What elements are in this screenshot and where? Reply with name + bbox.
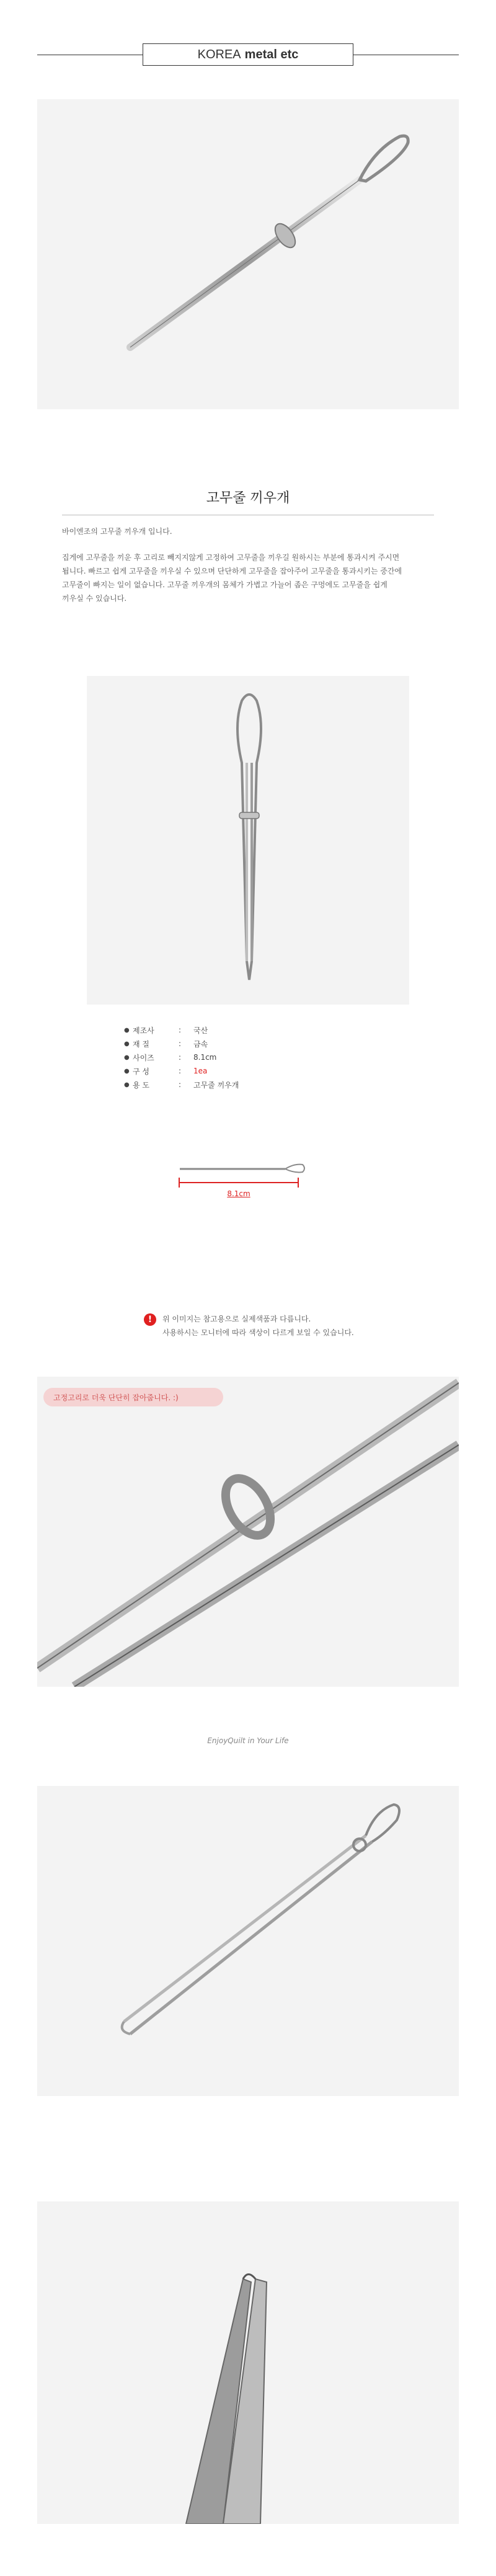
size-cap-right bbox=[298, 1178, 299, 1188]
brand-light-text: KOREA bbox=[197, 47, 241, 61]
spec-value: 국산 bbox=[193, 1026, 208, 1035]
spec-row bbox=[124, 1023, 372, 1037]
bullet-icon: ● bbox=[124, 1040, 130, 1047]
spec-value: 8.1cm bbox=[193, 1053, 217, 1062]
product-description bbox=[62, 551, 434, 605]
warning-icon: ! bbox=[144, 1313, 156, 1326]
spec-value: 금속 bbox=[193, 1039, 208, 1049]
bodkin-vertical-image bbox=[87, 676, 409, 1005]
brand-header bbox=[143, 43, 353, 66]
bullet-icon: ● bbox=[124, 1026, 130, 1034]
spec-colon: : bbox=[179, 1080, 182, 1089]
spec-value: 고무줄 끼우개 bbox=[193, 1080, 239, 1090]
spec-key: 용 도 bbox=[133, 1080, 149, 1090]
spec-colon: : bbox=[179, 1026, 182, 1034]
product-intro: 바이엔조의 고무줄 끼우개 입니다. bbox=[62, 527, 172, 536]
bullet-icon: ● bbox=[124, 1067, 130, 1075]
spec-row bbox=[124, 1037, 372, 1050]
product-photo-tip bbox=[37, 2201, 459, 2524]
bodkin-tip-closeup-image bbox=[37, 2201, 459, 2524]
notice-line: 사용하시는 모니터에 따라 색상이 다르게 보일 수 있습니다. bbox=[162, 1328, 354, 1337]
color-notice bbox=[162, 1312, 354, 1339]
brand-tagline: EnjoyQuilt in Your Life bbox=[207, 1736, 289, 1745]
spec-key: 구 성 bbox=[133, 1067, 149, 1076]
brand-bold-text: metal etc bbox=[244, 47, 299, 61]
description-line: 됩니다. 빠르고 쉽게 고무줄을 끼우실 수 있으며 단단하게 고무줄을 잡아주어 고무줄을 통과시키는 중간에 bbox=[62, 567, 402, 575]
spec-list bbox=[124, 1023, 372, 1091]
bodkin-angled-image bbox=[37, 1786, 459, 2096]
product-title: 고무줄 끼우개 bbox=[206, 491, 290, 506]
bodkin-diagonal-image bbox=[37, 99, 459, 409]
bodkin-size-image bbox=[174, 1160, 310, 1178]
product-photo-closeup bbox=[37, 1377, 459, 1687]
bullet-icon: ● bbox=[124, 1054, 130, 1061]
feature-badge: 고정고리로 더욱 단단히 잡아줍니다. :) bbox=[43, 1388, 223, 1406]
product-photo-angled bbox=[37, 1786, 459, 2096]
spec-key: 사이즈 bbox=[133, 1053, 154, 1062]
spec-key: 재 질 bbox=[133, 1039, 149, 1049]
spec-colon: : bbox=[179, 1039, 182, 1048]
product-photo-vertical bbox=[87, 676, 409, 1005]
spec-value: 1ea bbox=[193, 1067, 208, 1075]
product-photo-main bbox=[37, 99, 459, 409]
description-line: 끼우실 수 있습니다. bbox=[62, 594, 127, 603]
spec-colon: : bbox=[179, 1067, 182, 1075]
spec-row bbox=[124, 1050, 372, 1064]
bodkin-closeup-image bbox=[37, 1377, 459, 1687]
size-label: 8.1cm bbox=[227, 1189, 250, 1198]
description-line: 집게에 고무줄을 끼운 후 고리로 빼지지않게 고정하여 고무줄을 끼우길 원하시는 부분에 통과시켜 주시면 bbox=[62, 553, 400, 562]
notice-line: 위 이미지는 참고용으로 실제색품과 다릅니다. bbox=[162, 1315, 311, 1323]
spec-row bbox=[124, 1064, 372, 1078]
spec-key: 제조사 bbox=[133, 1026, 154, 1035]
description-line: 고무줄이 빠지는 일이 없습니다. 고무줄 끼우개의 몸체가 가볍고 가늘어 좁은 구멍에도 고무줄을 쉽게 bbox=[62, 580, 388, 589]
spec-colon: : bbox=[179, 1053, 182, 1062]
bullet-icon: ● bbox=[124, 1081, 130, 1088]
spec-row bbox=[124, 1078, 372, 1091]
size-dimension-line bbox=[179, 1182, 299, 1183]
